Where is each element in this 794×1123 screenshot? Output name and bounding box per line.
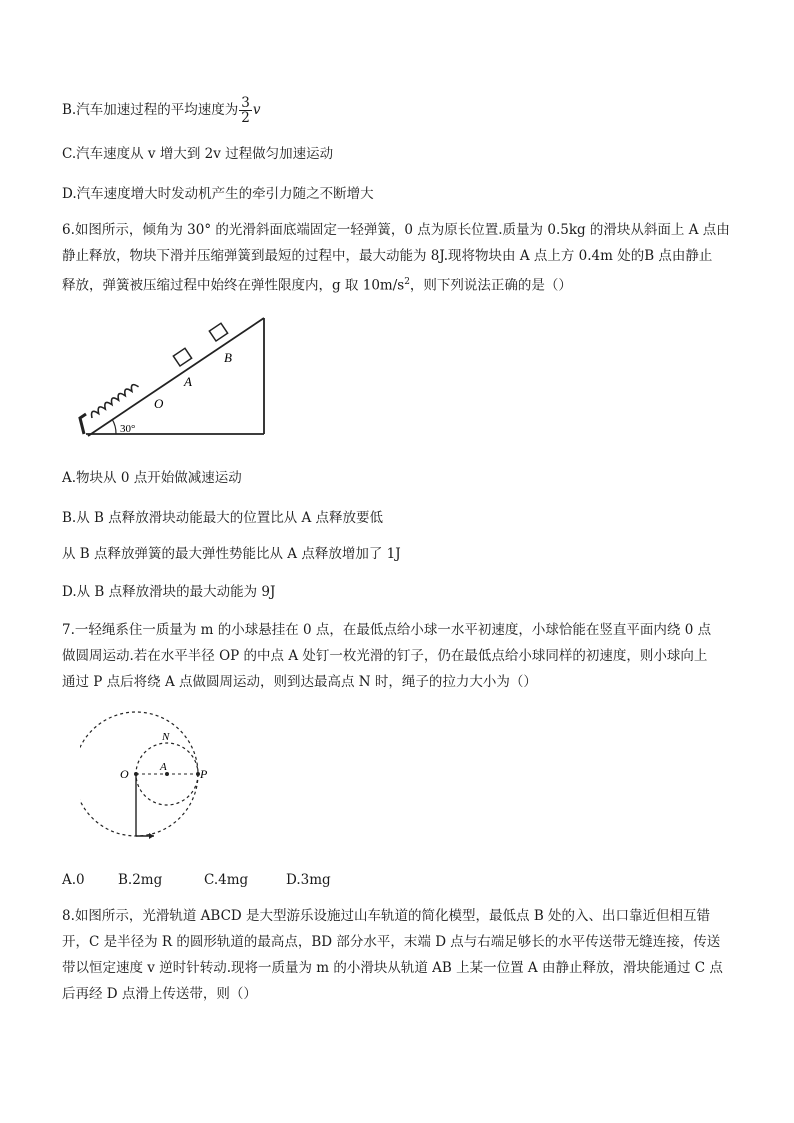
q7-stem-line-2: 做圆周运动.若在水平半径 OP 的中点 A 处钉一枚光滑的钉子，仍在最低点给小球同样的初速度，则小球向上 (62, 648, 708, 664)
circle-figure (80, 708, 220, 848)
angle-arc (112, 419, 116, 434)
q5-option-d: D.汽车速度增大时发动机产生的牵引力随之不断增大 (62, 186, 374, 202)
q6-stem-line-1: 6.如图所示，倾角为 30° 的光滑斜面底端固定一轻弹簧，0 点为原长位置.质量为 0.5kg 的滑块从斜面上 A 点由 (62, 222, 730, 238)
q5-option-c: C.汽车速度从 v 增大到 2v 过程做匀加速运动 (62, 146, 334, 162)
fraction-denominator: 2 (241, 110, 250, 126)
q8-stem-line-2: 开，C 是半径为 R 的圆形轨道的最高点，BD 部分水平，末端 D 点与右端足够长的水平传送带无缝连接，传送 (62, 934, 721, 950)
q6-option-c: 从 B 点释放弹簧的最大弹性势能比从 A 点释放增加了 1J (62, 546, 401, 562)
label-n: N (162, 731, 170, 743)
fraction-numerator: 3 (241, 95, 250, 111)
block-b (209, 323, 227, 341)
incline-spring-figure (76, 314, 276, 442)
label-angle: 30° (120, 423, 136, 435)
label-o: O (154, 396, 164, 411)
q6-stem-line-3-post: ，则下列说法正确的是（） (409, 277, 572, 294)
q7-choice-c: C.4mg (204, 872, 249, 888)
q6-option-b: B.从 B 点释放滑块动能最大的位置比从 A 点释放要低 (62, 510, 384, 526)
fraction (239, 96, 252, 125)
incline-slope (88, 318, 264, 436)
q7-choices (62, 870, 331, 890)
q7-stem-line-3: 通过 P 点后将绕 A 点做圆周运动，则到达最高点 N 时，绳子的拉力大小为（） (62, 674, 537, 690)
point-o (134, 772, 138, 776)
spring-stop (80, 414, 86, 434)
label-a: A (160, 761, 167, 773)
q7-choice-a: A.0 (62, 872, 85, 888)
q8-stem-line-3: 带以恒定速度 v 逆时针转动.现将一质量为 m 的小滑块从轨道 AB 上某一位置 A 由静止释放，滑块能通过 C 点 (62, 960, 723, 976)
q6-stem-line-3 (62, 272, 572, 296)
q7-choice-b: B.2mg (118, 872, 163, 888)
q8-stem-line-1: 8.如图所示，光滑轨道 ABCD 是大型游乐设施过山车轨道的简化模型，最低点 B 处的入、出口靠近但相互错 (62, 908, 711, 924)
label-p: P (200, 767, 208, 781)
superscript: 2 (404, 277, 410, 287)
q7-choice-d: D.3mg (286, 872, 331, 888)
label-b: B (224, 350, 232, 365)
block-a (173, 348, 191, 366)
q5-option-b-text: B.汽车加速过程的平均速度为 (62, 102, 239, 118)
q6-stem-line-3-pre: 释放，弹簧被压缩过程中始终在弹性限度内，g 取 10m/s (62, 277, 405, 294)
spring (89, 383, 138, 418)
q8-stem-line-4: 后再经 D 点滑上传送带，则（） (62, 986, 257, 1002)
q7-stem-line-1: 7.一轻绳系住一质量为 m 的小球悬挂在 0 点，在最低点给小球一水平初速度，小球恰能在竖直平面内绕 0 点 (62, 622, 712, 638)
q6-stem-line-2: 静止释放，物块下滑并压缩弹簧到最短的过程中，最大动能为 8J.现将物块由 A 点上方 0.4m 处的B 点由静止 (62, 248, 713, 264)
q6-option-a: A.物块从 0 点开始做减速运动 (62, 470, 242, 486)
label-o: O (120, 767, 129, 781)
variable-v: v (252, 102, 261, 118)
label-a: A (184, 374, 192, 389)
q6-option-d: D.从 B 点释放滑块的最大动能为 9J (62, 584, 276, 600)
q5-option-b (62, 96, 260, 125)
